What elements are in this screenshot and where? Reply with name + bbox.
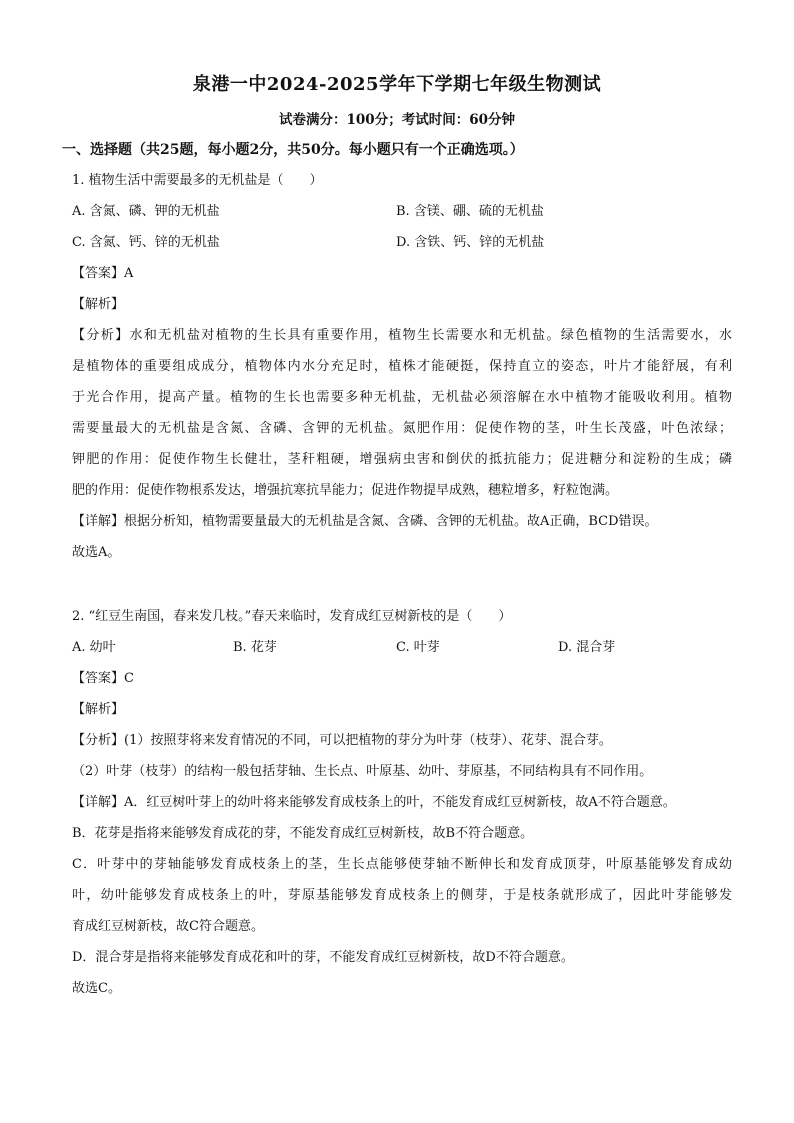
question-2-detail-line: 叶，幼叶能够发育成枝条上的叶，芽原基能够发育成枝条上的侧芽，于是枝条就形成了，因此叶芽能够发 [72, 888, 732, 903]
question-2-detail-line: D．混合芽是指将来能够发育成花和叶的芽，不能发育成红豆树新枝，故D不符合题意。 [72, 950, 574, 965]
question-1-analysis-line: 于光合作用，提高产量。植物的生长也需要多种无机盐，无机盐必须溶解在水中植物才能吸收利用。植物 [72, 390, 732, 405]
question-2-detail-line: B．花芽是指将来能够发育成花的芽，不能发育成红豆树新枝，故B不符合题意。 [72, 826, 534, 841]
question-1-option-c: C. 含氮、钙、锌的无机盐 [72, 235, 220, 250]
question-1-conclusion: 故选A。 [72, 545, 121, 560]
question-1-analysis-line: 需要量最大的无机盐是含氮、含磷、含钾的无机盐。氮肥作用：促使作物的茎，叶生长茂盛，叶色浓绿； [72, 421, 732, 436]
question-1-option-d: D. 含铁、钙、锌的无机盐 [396, 235, 545, 250]
question-1-analysis-label: 【解析】 [72, 297, 125, 312]
question-2-option-c: C. 叶芽 [396, 640, 440, 655]
question-1-analysis-line: 【分析】水和无机盐对植物的生长具有重要作用，植物生长需要水和无机盐。绿色植物的生活需要水，水 [72, 328, 732, 343]
question-1-stem: 1. 植物生活中需要最多的无机盐是（ ） [72, 173, 323, 188]
question-2-analysis-line: （2）叶芽（枝芽）的结构一般包括芽轴、生长点、叶原基、幼叶、芽原基，不同结构具有不同作用。 [72, 764, 653, 779]
question-2-conclusion: 故选C。 [72, 981, 121, 996]
question-1-answer: 【答案】A [72, 266, 134, 281]
question-2-detail-line: 【详解】A．红豆树叶芽上的幼叶将来能够发育成枝条上的叶，不能发育成红豆树新枝，故A不符合题意。 [72, 795, 676, 810]
question-1-analysis-line: 肥的作用：促使作物根系发达，增强抗寒抗旱能力；促进作物提早成熟，穗粒增多，籽粒饱满。 [72, 483, 619, 498]
question-2-option-d: D. 混合芽 [558, 640, 616, 655]
question-2-option-a: A. 幼叶 [72, 640, 116, 655]
question-2-stem: 2. “红豆生南国，春来发几枝。”春天来临时，发育成红豆树新枝的是（ ） [72, 609, 512, 624]
question-2-analysis-label: 【解析】 [72, 702, 125, 717]
question-2-option-b: B. 花芽 [233, 640, 277, 655]
question-1-detail: 【详解】根据分析知，植物需要量最大的无机盐是含氮、含磷、含钾的无机盐。故A正确，BCD错误。 [72, 514, 658, 529]
question-1-option-a: A. 含氮、磷、钾的无机盐 [72, 204, 220, 219]
section-heading: 一、选择题（共25题，每小题2分，共50分。每小题只有一个正确选项。） [62, 142, 524, 158]
page-title: 泉港一中2024-2025学年下学期七年级生物测试 [192, 74, 602, 95]
question-2-detail-line: C．叶芽中的芽轴能够发育成枝条上的茎，生长点能够使芽轴不断伸长和发育成顶芽，叶原基能够发育成幼 [72, 857, 732, 872]
question-1-analysis-line: 钾肥的作用：促使作物生长健壮，茎秆粗硬，增强病虫害和倒伏的抵抗能力；促进糖分和淀粉的生成；磷 [72, 452, 732, 467]
question-2-detail-line: 育成红豆树新枝，故C符合题意。 [72, 919, 264, 934]
question-1-analysis-line: 是植物体的重要组成成分，植物体内水分充足时，植株才能硬挺，保持直立的姿态，叶片才能舒展，有利 [72, 359, 732, 374]
question-2-answer: 【答案】C [72, 671, 134, 686]
question-2-analysis-line: 【分析】(1）按照芽将来发育情况的不同，可以把植物的芽分为叶芽（枝芽）、花芽、混合芽。 [72, 733, 612, 748]
question-1-option-b: B. 含镁、硼、硫的无机盐 [396, 204, 544, 219]
exam-info: 试卷满分：100分；考试时间：60分钟 [279, 112, 515, 128]
